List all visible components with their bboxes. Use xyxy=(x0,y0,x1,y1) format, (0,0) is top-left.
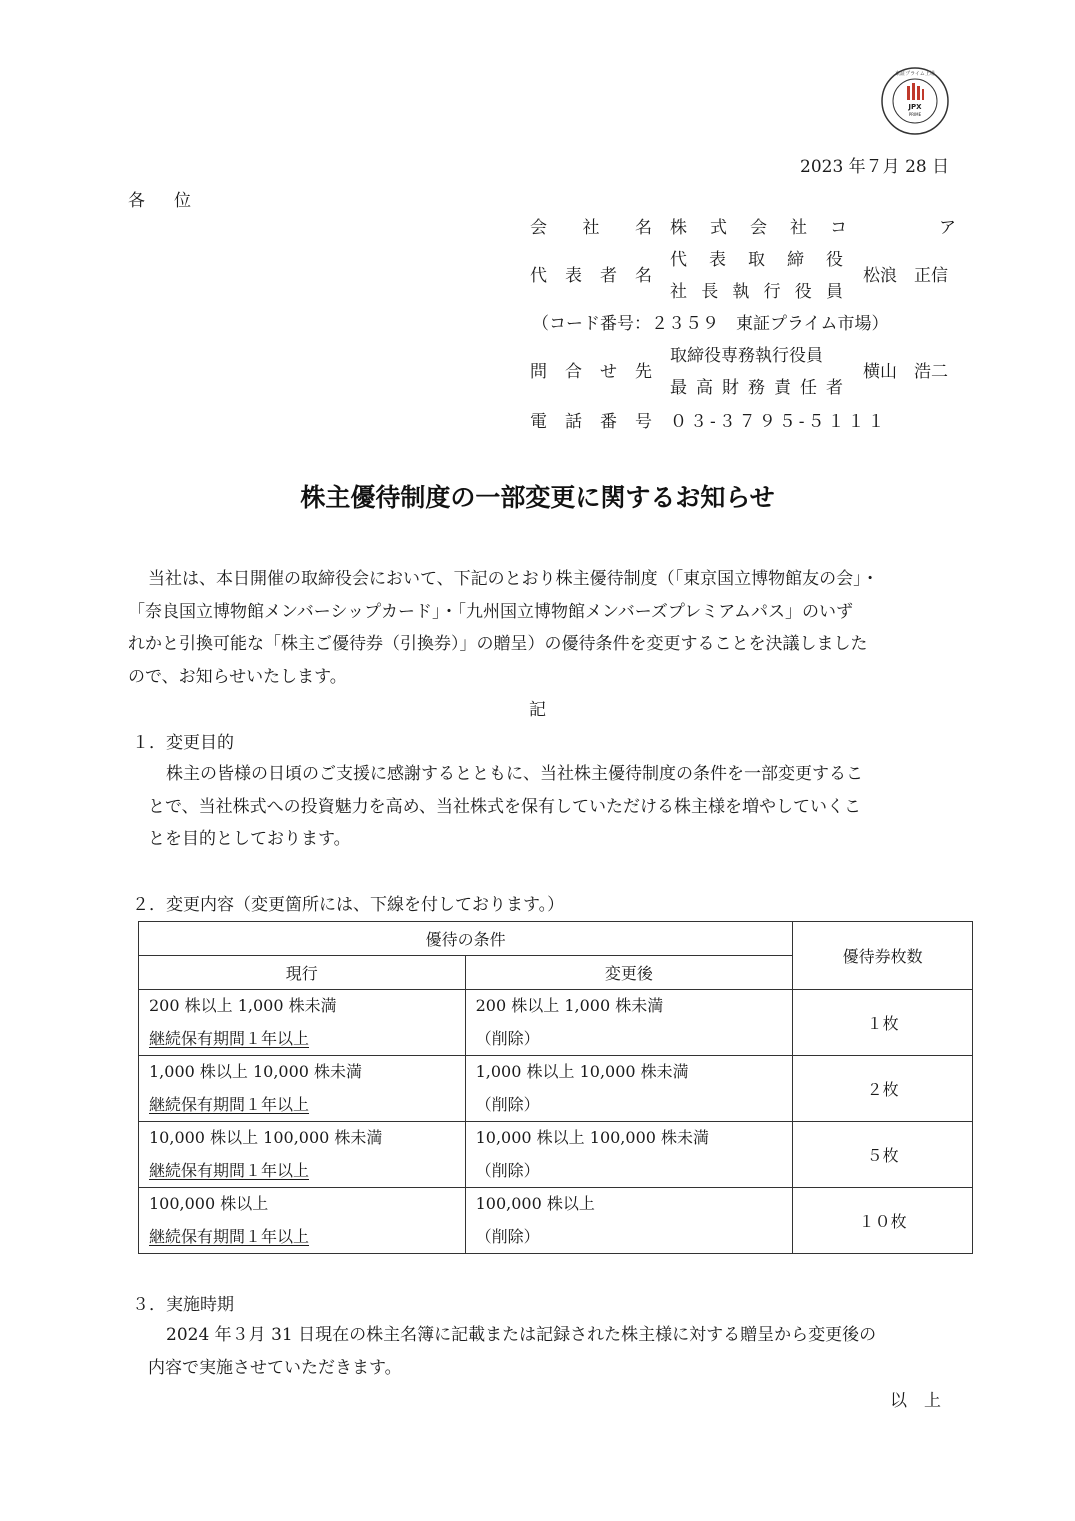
contact-title-1: 取締役専務執行役員 xyxy=(670,346,823,366)
header-conditions: 優待の条件 xyxy=(139,922,793,956)
header-current: 現行 xyxy=(139,956,466,990)
contact-label: 問 合 せ 先 xyxy=(530,362,652,382)
code-line: （コード番号：２３５９ 東証プライム市場） xyxy=(532,314,889,334)
section1-body: 株主の皆様の日頃のご支援に感謝するとともに、当社株主優待制度の条件を一部変更するこ とで、当社株式への投資魅力を高め、当社株式を保有していただける株主様を増やしていくこ とを目的としております。 xyxy=(148,764,863,849)
header-after: 変更後 xyxy=(465,956,793,990)
table-row: 200 株以上 1,000 株未満 継続保有期間１年以上 200 株以上 1,000 株未満 （削除） １枚 xyxy=(139,990,973,1056)
svg-text:JPX: JPX xyxy=(908,103,922,111)
representative-title-2: 社 長 執 行 役 員 xyxy=(670,282,843,302)
document-title: 株主優待制度の一部変更に関するお知らせ xyxy=(300,483,775,512)
contact-title-2: 最 高 財 務 責 任 者 xyxy=(670,378,843,398)
section2-heading: ２．変更内容（変更箇所には、下線を付しております。） xyxy=(132,895,565,915)
issue-date: 2023 年７月 28 日 xyxy=(800,157,950,177)
ki-mark: 記 xyxy=(529,700,546,720)
svg-text:PRIME: PRIME xyxy=(908,112,922,117)
contact-name: 横山 浩二 xyxy=(863,362,948,382)
svg-text:東証プライム上場: 東証プライム上場 xyxy=(895,71,935,77)
section3-body: 2024 年３月 31 日現在の株主名簿に記載または記録された株主様に対する贈呈から変更後の 内容で実施させていただきます。 xyxy=(148,1325,877,1378)
table-row: 10,000 株以上 100,000 株未満 継続保有期間１年以上 10,000 株以上 100,000 株未満 （削除） ５枚 xyxy=(139,1122,973,1188)
representative-name: 松浪 正信 xyxy=(863,266,948,286)
representative-title-1: 代 表 取 締 役 xyxy=(670,250,843,270)
closing: 以 上 xyxy=(890,1391,941,1411)
company-name-label: 会 社 名 xyxy=(530,218,652,238)
section1-heading: １．変更目的 xyxy=(132,733,234,753)
phone-number: ０３-３７９５-５１１１ xyxy=(670,412,888,432)
tse-prime-listed-logo xyxy=(880,66,950,136)
section3-heading: ３．実施時期 xyxy=(132,1295,234,1315)
addressee: 各 位 xyxy=(128,191,197,211)
company-name: 株 式 会 社 コ ア xyxy=(670,218,956,238)
header-ticket-count: 優待券枚数 xyxy=(793,922,973,990)
benefit-change-table xyxy=(138,921,973,1254)
phone-label: 電 話 番 号 xyxy=(530,412,652,432)
intro-paragraph: 当社は、本日開催の取締役会において、下記のとおり株主優待制度（「東京国立博物館友の会」・ 「奈良国立博物館メンバーシップカード」・「九州国立博物館メンバーズプレミアムパス」のいず れかと引換可能な「株主ご優待券（引換券）」の贈呈）の優待条件を変更することを決議しました ので、お知らせいたします。 xyxy=(128,569,879,687)
representative-label: 代 表 者 名 xyxy=(530,266,652,286)
table-row: 1,000 株以上 10,000 株未満 継続保有期間１年以上 1,000 株以上 10,000 株未満 （削除） ２枚 xyxy=(139,1056,973,1122)
table-row: 100,000 株以上 継続保有期間１年以上 100,000 株以上 （削除） １０枚 xyxy=(139,1188,973,1254)
